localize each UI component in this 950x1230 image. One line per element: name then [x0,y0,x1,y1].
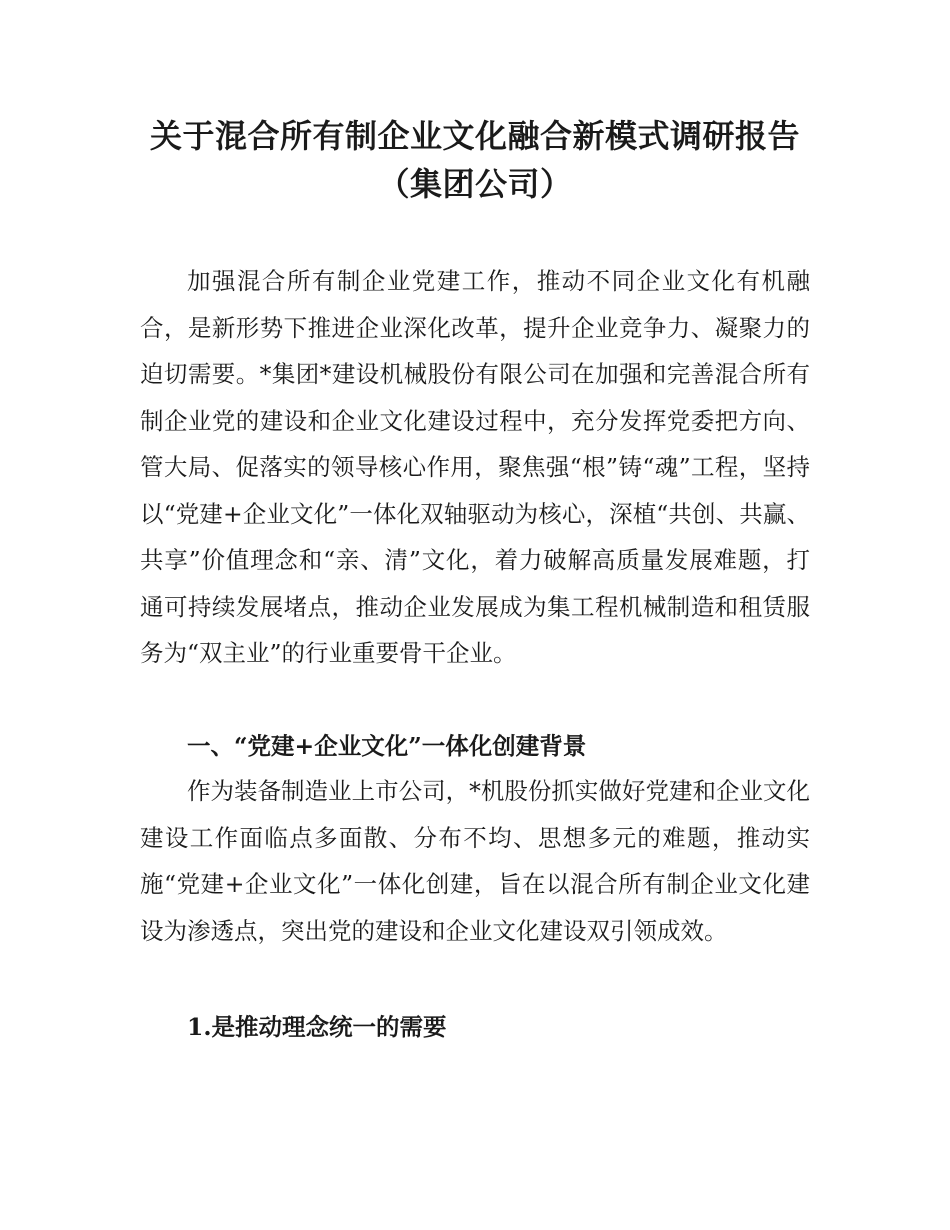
section-heading: 一、“党建+企业文化”一体化创建背景 [187,732,587,760]
subsection-heading: 1.是推动理念统一的需要 [187,1013,447,1041]
document-title: 关于混合所有制企业文化融合新模式调研报告（集团公司） [149,117,800,203]
section-paragraph: 作为装备制造业上市公司，*机股份抓实做好党建和企业文化建设工作面临点多面散、分布不均、思想多元的难题，推动实施“党建+企业文化”一体化创建，旨在以混合所有制企业文化建设为渗透点，突出党的建设和企业文化建设双引领成效。 [140,777,810,945]
intro-paragraph: 加强混合所有制企业党建工作，推动不同企业文化有机融合，是新形势下推进企业深化改革，提升企业竞争力、凝聚力的迫切需要。*集团*建设机械股份有限公司在加强和完善混合所有制企业党的建设和企业文化建设过程中，充分发挥党委把方向、管大局、促落实的领导核心作用，聚焦强“根”铸“魂”工程，坚持以“党建+企业文化”一体化双轴驱动为核心，深植“共创、共赢、共享”价值理念和“亲、清”文化，着力破解高质量发展难题，打通可持续发展堵点，推动企业发展成为集工程机械制造和租赁服务为“双主业”的行业重要骨干企业。 [140,267,810,667]
